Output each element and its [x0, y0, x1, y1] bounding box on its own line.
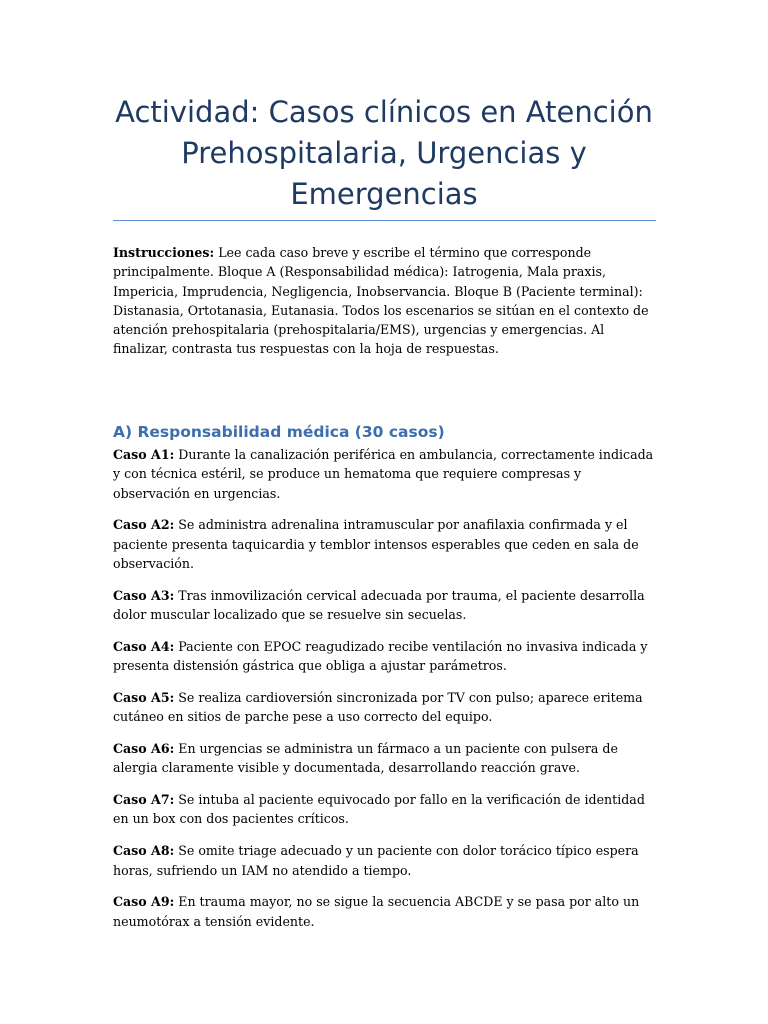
title-underline — [113, 220, 656, 221]
case-label: Caso A1: — [113, 447, 175, 462]
page-title: Actividad: Casos clínicos en Atención Prehospitalaria, Urgencias y Emergencias — [115, 95, 653, 211]
case-label: Caso A6: — [113, 741, 175, 757]
case-a4 — [113, 637, 658, 676]
case-text: Paciente con EPOC reagudizado recibe ventilación no invasiva indicada y presenta distensión gástrica que obliga a ajustar parámetros. — [113, 638, 648, 674]
case-label: Caso A8: — [113, 843, 175, 859]
case-text: Se intuba al paciente equivocado por fallo en la verificación de identidad en un box con dos pacientes críticos. — [113, 792, 645, 827]
instructions-label: Instrucciones: — [113, 245, 215, 260]
case-label: Caso A3: — [113, 587, 175, 603]
case-a9 — [113, 892, 658, 931]
section-a-case-list — [113, 445, 658, 943]
case-a2 — [113, 515, 658, 573]
case-text: Se realiza cardioversión sincronizada por TV con pulso; aparece eritema cutáneo en sitios de parche pese a uso correcto del equipo. — [113, 689, 643, 725]
case-text: Tras inmovilización cervical adecuada por trauma, el paciente desarrolla dolor muscular localizado que se resuelve sin secuelas. — [113, 587, 645, 623]
case-text: Se omite triage adecuado y un paciente con dolor torácico típico espera horas, sufriendo un IAM no atendido a tiempo. — [113, 843, 639, 878]
case-label: Caso A7: — [113, 792, 175, 808]
case-a8 — [113, 841, 658, 880]
case-label: Caso A5: — [113, 689, 175, 705]
case-a5 — [113, 688, 658, 727]
case-a7 — [113, 790, 658, 829]
instructions-text: Lee cada caso breve y escribe el término que corresponde principalmente. Bloque A (Responsabilidad médica): Iatrogenia, Mala praxis, Impericia, Imprudencia, Negligencia, Inobservancia. Bloque B (Paciente terminal): Distanasia, Ortotanasia, Eutanasia. Todos los escenarios se sitúan en el contexto de atención prehospitalaria (prehospitalaria/EMS), urgencias y emergencias. Al finalizar, contrasta tus respuestas con la hoja de respuestas. — [113, 245, 649, 357]
case-text: Se administra adrenalina intramuscular por anafilaxia confirmada y el paciente presenta taquicardia y temblor intensos esperables que ceden en sala de observación. — [113, 517, 639, 571]
case-text: En trauma mayor, no se sigue la secuencia ABCDE y se pasa por alto un neumotórax a tensión evidente. — [113, 894, 640, 929]
instructions-paragraph — [113, 243, 658, 359]
case-label: Caso A2: — [113, 517, 175, 533]
case-text: En urgencias se administra un fármaco a un paciente con pulsera de alergia claramente visible y documentada, desarrollando reacción grave. — [113, 741, 618, 776]
case-label: Caso A9: — [113, 894, 175, 910]
case-a1 — [113, 445, 658, 503]
case-a6 — [113, 739, 658, 778]
case-a3 — [113, 586, 658, 625]
section-a-heading: A) Responsabilidad médica (30 casos) — [113, 423, 445, 441]
case-label: Caso A4: — [113, 638, 175, 654]
case-text: Durante la canalización periférica en ambulancia, correctamente indicada y con técnica estéril, se produce un hematoma que requiere compresas y observación en urgencias. — [113, 447, 654, 501]
